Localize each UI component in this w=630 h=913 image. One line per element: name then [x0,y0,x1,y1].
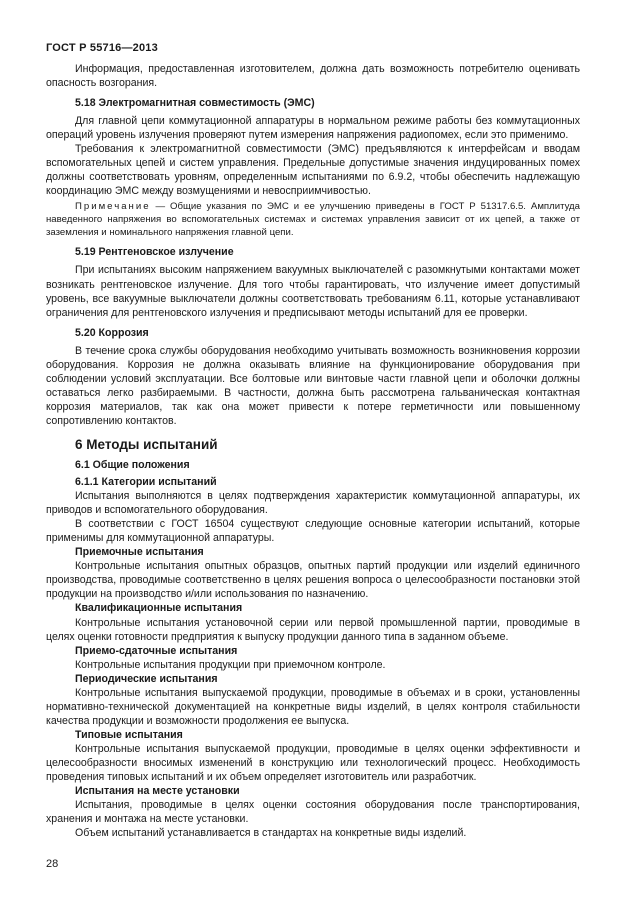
body-paragraph: Контрольные испытания установочной серии или первой промышленной партии, проводимые в целях оценки готовности предприятия к выпуску продукции данного типа в заданном объеме. [46,616,580,643]
section-heading: 5.19 Рентгеновское излучение [75,246,234,259]
subsection-heading: Типовые испытания [75,728,183,741]
body-paragraph: Объем испытаний устанавливается в стандартах на конкретные виды изделий. [75,827,467,840]
document-header: ГОСТ Р 55716—2013 [46,42,158,54]
note-label: Примечание [75,201,151,213]
body-paragraph: В соответствии с ГОСТ 16504 существуют следующие основные категории испытаний, которые применимы для коммутационной аппаратуры. [46,518,580,545]
subsection-heading: Приемочные испытания [75,546,204,559]
section-heading: 5.20 Коррозия [75,326,149,339]
chapter-heading: 6 Методы испытаний [75,436,218,452]
body-paragraph: Требования к электромагнитной совместимости (ЭМС) предъявляются к интерфейсам и вводам вспомогательных цепей и систем управления. Предельные допустимые значения индуцированных помех должны соответствовать уровням, определенным испытаниями по 6.9.2, чтобы обеспечить надлежащую координацию ЭМС между возмущениями и невосприимчивостью. [46,143,580,198]
body-paragraph: Контрольные испытания продукции при приемочном контроле. [75,658,386,671]
body-paragraph: Контрольные испытания выпускаемой продукции, проводимые в целях оценки эффективности и целесообразности вносимых изменений в конструкцию или технологический процесс. Необходимость проведения типовых испытаний и их объем определяет изготовитель или разработчик. [46,742,580,784]
body-paragraph: В течение срока службы оборудования необходимо учитывать возможность возникновения коррозии оборудования. Коррозия не должна оказывать влияние на функционирование оборудования при соблюдении условий эксплуатации. Все болтовые или винтовые части главной цепи и оболочки должны оставаться легко разбираемыми. В частности, должна быть рассмотрена гальваническая контактная коррозия материалов, так как она может привести к потере герметичности или повышенному сопротивлению контактов. [46,344,580,427]
body-paragraph: Контрольные испытания опытных образцов, опытных партий продукции или изделий единичного производства, проводимые соответственно в целях решения вопроса о целесообразности постановки этой продукции на производство и/или использования по назначению. [46,560,580,601]
subsection-heading: 6.1.1 Категории испытаний [75,476,217,489]
body-paragraph: Испытания, проводимые в целях оценки состояния оборудования после транспортирования, хранения и монтажа на месте установки. [46,799,580,826]
body-paragraph: Для главной цепи коммутационной аппаратуры в нормальном режиме работы без коммутационных операций уровень излучения проверяют путем измерения напряжения радиопомех, если это применимо. [46,115,580,142]
body-paragraph: При испытаниях высоким напряжением вакуумных выключателей с разомкнутыми контактами может возникать рентгеновское излучение. Для того чтобы гарантировать, что излучение имеет допустимый уровень, все вакуумные выключатели должны соответствовать требованиям 6.11, которые устанавливают ограничения для рентгеновского излучения и предписывают методы испытаний для ее проверки. [46,264,580,319]
subsection-heading: Испытания на месте установки [75,785,240,798]
subsection-heading: Квалификационные испытания [75,602,243,615]
body-paragraph: Контрольные испытания выпускаемой продукции, проводимые в объемах и в сроки, установленны нормативно-технической документацией на конкретные виды изделий, в целях контроля стабильности качества продукции и возможности продолжения ее выпуска. [46,686,580,727]
document-body [46,62,580,840]
note-text: — Общие указания по ЭМС и ее улучшению приведены в ГОСТ Р 51317.6.5. Амплитуда наведенного напряжения во вспомогательных системах и системах управления зависит от их цепей, а также от заземления и номинального напряжения главной цепи. [46,201,580,239]
section-heading: 6.1 Общие положения [75,458,190,471]
note-paragraph [46,200,580,239]
section-heading: 5.18 Электромагнитная совместимость (ЭМС) [75,97,315,110]
subsection-heading: Периодические испытания [75,672,218,685]
subsection-heading: Приемо-сдаточные испытания [75,644,238,657]
body-paragraph: Испытания выполняются в целях подтверждения характеристик коммутационной аппаратуры, их приводов и вспомогательного оборудования. [46,490,580,517]
page-number: 28 [46,858,59,870]
body-paragraph: Информация, предоставленная изготовителем, должна дать возможность потребителю оценивать опасность возгорания. [46,63,580,90]
